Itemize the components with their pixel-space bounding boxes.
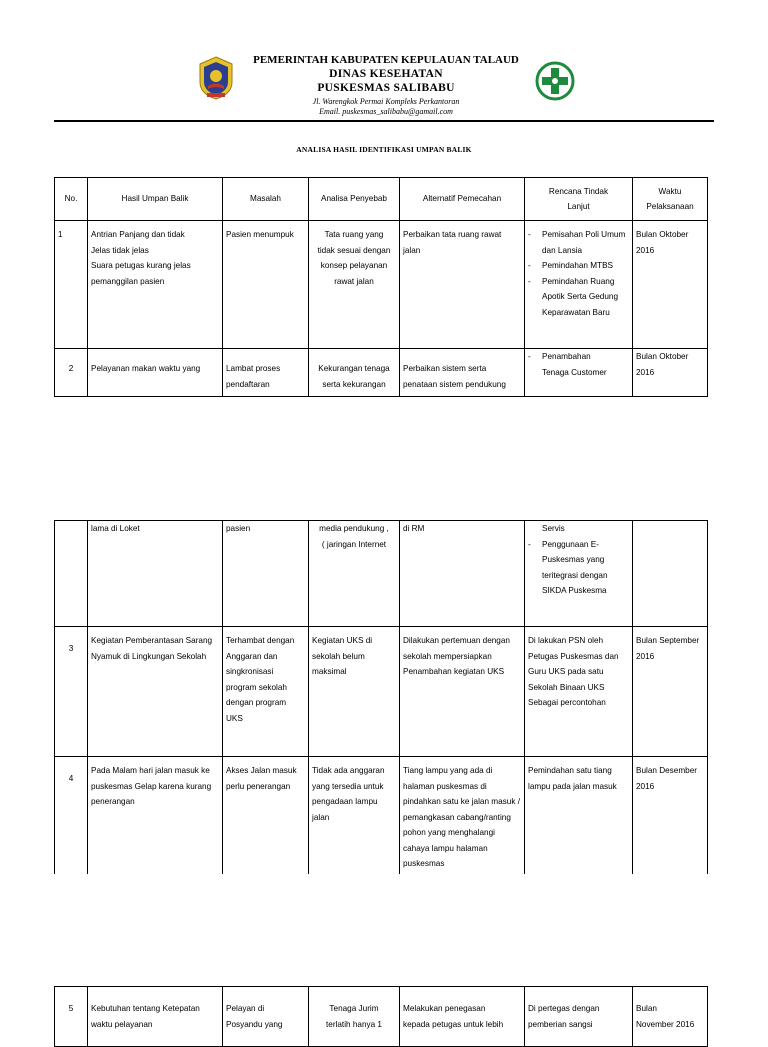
puskesmas-name: PUSKESMAS SALIBABU — [317, 82, 455, 94]
cell-masalah: Terhambat dengan Anggaran dan singkronisasi program sekolah dengan program UKS — [223, 627, 309, 757]
letterhead-contact — [236, 97, 536, 117]
cell-no: 2 — [55, 349, 88, 397]
header-alternatif: Alternatif Pemecahan — [400, 178, 525, 221]
rencana-list — [528, 227, 629, 320]
cell-masalah: Pelayan di Posyandu yang — [223, 987, 309, 1047]
cell-hasil: Pada Malam hari jalan masuk ke puskesmas Gelap karena kurang penerangan — [88, 757, 223, 874]
table-row — [55, 349, 708, 397]
cell-rencana: Di lakukan PSN oleh Petugas Puskesmas dan Guru UKS pada satu Sekolah Binaan UKS Sebagai percontohan — [525, 627, 633, 757]
government-name: PEMERINTAH KABUPATEN KEPULAUAN TALAUD — [253, 54, 519, 66]
cell-masalah: Lambat proses pendaftaran — [223, 349, 309, 397]
cell-no: 1 — [55, 221, 88, 349]
cell-waktu: Bulan November 2016 — [633, 987, 708, 1047]
cell-rencana — [525, 349, 633, 397]
cell-masalah: Pasien menumpuk — [223, 221, 309, 349]
cell-alternatif: Dilakukan pertemuan dengan sekolah mempersiapkan Penambahan kegiatan UKS — [400, 627, 525, 757]
cell-hasil: Pelayanan makan waktu yang — [88, 349, 223, 397]
list-item: - Penambahan Tenaga Customer — [528, 349, 629, 380]
cell-no — [55, 521, 88, 627]
cell-waktu: Bulan Desember 2016 — [633, 757, 708, 874]
puskesmas-cross-icon — [535, 61, 575, 101]
cell-no: 4 — [55, 757, 88, 874]
cell-analisa: media pendukung , ( jaringan Internet — [309, 521, 400, 627]
cell-rencana: Di pertegas dengan pemberian sangsi — [525, 987, 633, 1047]
table-row — [55, 987, 708, 1047]
cell-rencana: Pemindahan satu tiang lampu pada jalan masuk — [525, 757, 633, 874]
table-row — [55, 757, 708, 874]
header-no: No. — [55, 178, 88, 221]
cell-waktu: Bulan Oktober 2016 — [633, 349, 708, 397]
cell-masalah: pasien — [223, 521, 309, 627]
letterhead-rule — [54, 120, 714, 122]
table-row — [55, 627, 708, 757]
cell-alternatif: Melakukan penegasan kepada petugas untuk lebih — [400, 987, 525, 1047]
cell-no: 5 — [55, 987, 88, 1047]
cell-waktu: Bulan Oktober 2016 — [633, 221, 708, 349]
header-hasil: Hasil Umpan Balik — [88, 178, 223, 221]
cell-hasil: Kebutuhan tentang Ketepatan waktu pelayanan — [88, 987, 223, 1047]
cell-waktu: Bulan September 2016 — [633, 627, 708, 757]
list-item: - Pemindahan MTBS — [528, 258, 629, 274]
cell-alternatif: di RM — [400, 521, 525, 627]
cell-analisa: Tidak ada anggaran yang tersedia untuk pengadaan lampu jalan — [309, 757, 400, 874]
list-item: - Pemisahan Poli Umum dan Lansia — [528, 227, 629, 258]
regency-emblem-icon — [198, 56, 234, 100]
cell-analisa: Kekurangan tenaga serta kekurangan — [309, 349, 400, 397]
table-header-row — [55, 178, 708, 221]
cell-analisa: Tata ruang yang tidak sesuai dengan konsep pelayanan rawat jalan — [309, 221, 400, 349]
cell-alternatif: Tiang lampu yang ada di halaman puskesmas di pindahkan satu ke jalan masuk / pemangkasan cabang/ranting pohon yang menghalangi cahaya lampu halaman puskesmas — [400, 757, 525, 874]
document-title: ANALISA HASIL IDENTIFIKASI UMPAN BALIK — [296, 145, 472, 154]
list-item: - Pemindahan Ruang Apotik Serta Gedung Keparawatan Baru — [528, 274, 629, 321]
cell-rencana — [525, 221, 633, 349]
feedback-table-part-3 — [54, 986, 708, 1047]
department-name: DINAS KESEHATAN — [329, 68, 443, 80]
cell-masalah: Akses Jalan masuk perlu penerangan — [223, 757, 309, 874]
header-rencana: Rencana Tindak Lanjut — [525, 178, 633, 221]
feedback-table-part-2 — [54, 520, 708, 874]
cell-analisa: Tenaga Jurim terlatih hanya 1 — [309, 987, 400, 1047]
cell-no: 3 — [55, 627, 88, 757]
cell-alternatif: Perbaikan tata ruang rawat jalan — [400, 221, 525, 349]
table-row — [55, 221, 708, 349]
cell-hasil: Antrian Panjang dan tidak Jelas tidak jelas Suara petugas kurang jelas pemanggilan pasien — [88, 221, 223, 349]
cell-waktu — [633, 521, 708, 627]
header-waktu: Waktu Pelaksanaan — [633, 178, 708, 221]
email: Email. puskesmas_salibabu@gamail.com — [319, 107, 453, 116]
table-row — [55, 521, 708, 627]
cell-hasil: Kegiatan Pemberantasan Sarang Nyamuk di Lingkungan Sekolah — [88, 627, 223, 757]
list-item: - Penggunaan E-Puskesmas yang teritegrasi dengan SIKDA Puskesma — [528, 537, 629, 599]
header-analisa: Analisa Penyebab — [309, 178, 400, 221]
header-masalah: Masalah — [223, 178, 309, 221]
address: Jl. Warengkok Permai Kompleks Perkantoran — [312, 97, 460, 106]
letterhead-text — [236, 53, 536, 95]
cell-alternatif: Perbaikan sistem serta penataan sistem pendukung — [400, 349, 525, 397]
cell-hasil: lama di Loket — [88, 521, 223, 627]
cell-rencana: Servis - Penggunaan E-Puskesmas yang teritegrasi dengan SIKDA Puskesma — [525, 521, 633, 627]
cell-analisa: Kegiatan UKS di sekolah belum maksimal — [309, 627, 400, 757]
feedback-table-part-1 — [54, 177, 708, 397]
